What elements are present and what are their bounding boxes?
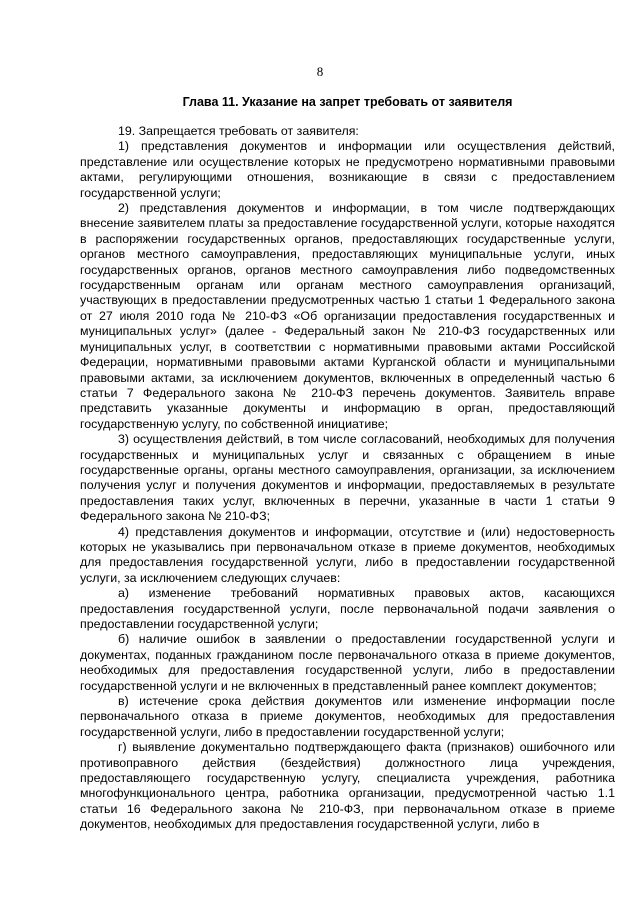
- paragraph-item-1: 1) представления документов и информации или осуществления действий, представление или осуществление которых не предусмотрено нормативными правовыми актами, регулирующими отношения, возникающие в связи с предоставлением государственной услуги;: [80, 139, 615, 200]
- paragraph-item-4: 4) представления документов и информации, отсутствие и (или) недостоверность которых не указывались при первоначальном отказе в приеме документов, необходимых для предоставления государственной услуги, либо в предоставлении государственной услуги, за исключением следующих случаев:: [80, 524, 615, 585]
- paragraph-subitem-g: г) выявление документально подтверждающего факта (признаков) ошибочного или противоправного действия (бездействия) должностного лица учреждения, предоставляющего государственную услугу, специалиста учреждения, работника многофункционального центра, работника организации, предусмотренной частью 1.1 статьи 16 Федерального закона № 210-ФЗ, при первоначальном отказе в приеме документов, необходимых для предоставления государственной услуги, либо в: [80, 740, 615, 832]
- chapter-title: Глава 11. Указание на запрет требовать от заявителя: [182, 95, 513, 109]
- page-number: 8: [316, 64, 324, 79]
- paragraph-19-intro: 19. Запрещается требовать от заявителя:: [118, 124, 359, 138]
- paragraph-item-2: 2) представления документов и информации, в том числе подтверждающих внесение заявителем платы за предоставление государственной услуги, которые находятся в распоряжении государственных органов, предоставляющих государственные услуги, органов местного самоуправления, предоставляющих муниципальные услуги, иных государственных органов, органов местного самоуправления либо подведомственных государственным органам или органам местного самоуправления организаций, участвующих в предоставлении предусмотренных частью 1 статьи 1 Федерального закона от 27 июля 2010 года № 210-ФЗ «Об организации предоставления государственных и муниципальных услуг» (далее - Федеральный закон № 210-ФЗ государственных или муниципальных услуг, в соответствии с нормативными правовыми актами Российской Федерации, нормативными правовыми актами Курганской области и муниципальными правовыми актами, за исключением документов, включенных в определенный частью 6 статьи 7 Федерального закона № 210-ФЗ перечень документов. Заявитель вправе представить указанные документы и информацию в орган, предоставляющий государственную услугу, по собственной инициативе;: [80, 201, 615, 431]
- paragraph-subitem-a: а) изменение требований нормативных правовых актов, касающихся предоставления государственной услуги, после первоначальной подачи заявления о предоставлении государственной услуги;: [80, 586, 615, 631]
- paragraph-subitem-b: б) наличие ошибок в заявлении о предоставлении государственной услуги и документах, поданных гражданином после первоначального отказа в приеме документов, необходимых для предоставления государственной услуги, либо в предоставлении государственной услуги и не включенных в представленный ранее комплект документов;: [80, 632, 615, 693]
- paragraph-item-3: 3) осуществления действий, в том числе согласований, необходимых для получения государственных и муниципальных услуг и связанных с обращением в иные государственные органы, органы местного самоуправления, организации, за исключением получения услуг и получения документов и информации, предоставляемых в результате предоставления таких услуг, включенных в перечни, указанные в части 1 статьи 9 Федерального закона № 210-ФЗ;: [80, 432, 615, 524]
- document-body: [80, 124, 615, 833]
- paragraph-subitem-v: в) истечение срока действия документов или изменение информации после первоначального отказа в приеме документов, необходимых для предоставления государственной услуги, либо в предоставлении государственной услуги;: [80, 694, 615, 739]
